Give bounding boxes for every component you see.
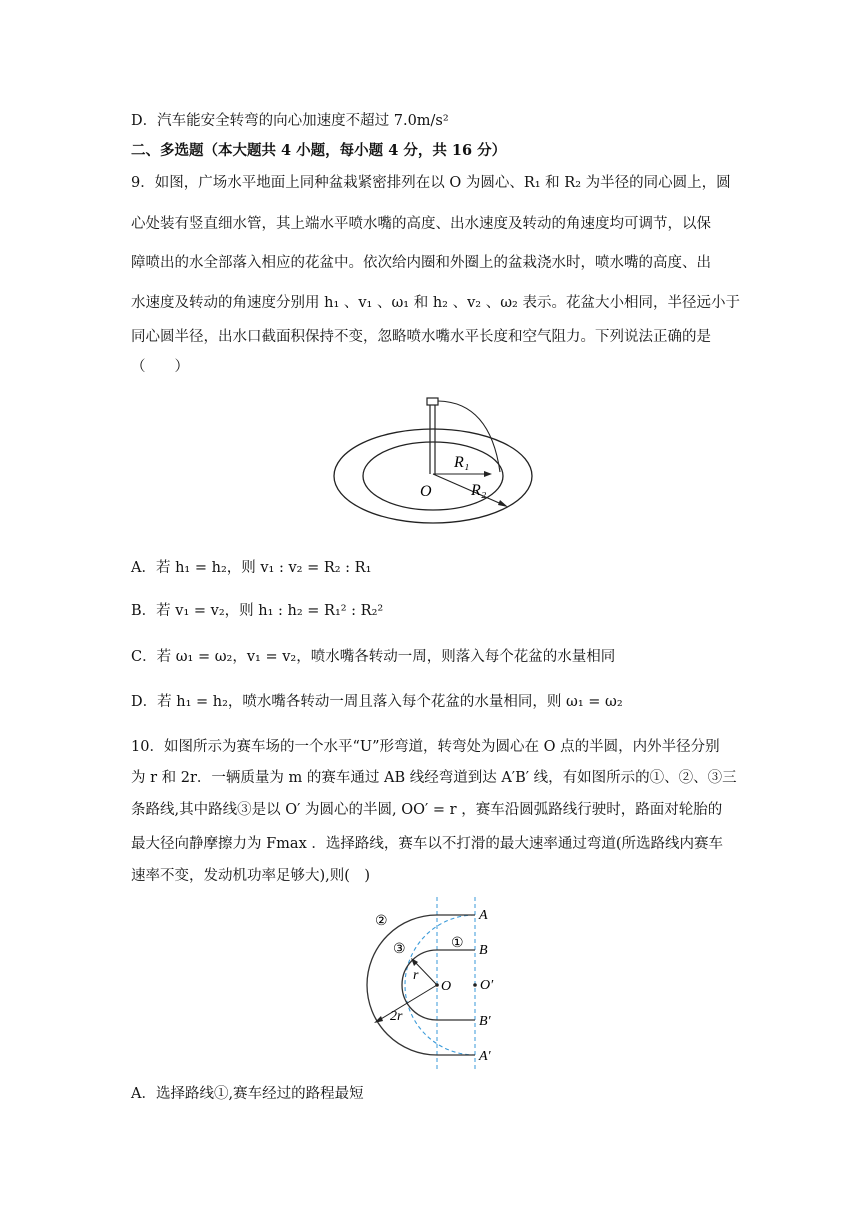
q10-option-a: A．选择路线①,赛车经过的路程最短 xyxy=(131,1086,364,1102)
q10-figure xyxy=(355,895,525,1075)
route-3-arc xyxy=(405,915,475,1055)
radius-r2-arrow xyxy=(498,500,508,507)
label-b-prime: B′ xyxy=(479,1014,491,1029)
label-r2: R₂ xyxy=(471,482,487,499)
label-o: O xyxy=(441,979,452,994)
q10-line-2: 为 r 和 2r．一辆质量为 m 的赛车通过 AB 线经弯道到达 A′B′ 线，有如图所示的①、②、③三 xyxy=(131,770,737,786)
q10-line-5: 速率不变，发动机功率足够大),则( ) xyxy=(131,868,371,884)
q9-line-6: （ ） xyxy=(131,359,189,375)
q9-option-c: C．若 ω₁ = ω₂，v₁ = v₂，喷水嘴各转动一周，则落入每个花盆的水量相同 xyxy=(131,649,616,665)
point-o-prime xyxy=(473,983,477,987)
q9-line-2: 心处装有竖直细水管，其上端水平喷水嘴的高度、出水速度及转动的角速度均可调节，以保 xyxy=(131,216,711,232)
q9-line-4: 水速度及转动的角速度分别用 h₁ 、v₁ 、ω₁ 和 h₂ 、v₂ 、ω₂ 表示。花盆大小相同，半径远小于 xyxy=(131,295,740,311)
q9-line-3: 障喷出的水全部落入相应的花盆中。依次给内圈和外圈上的盆栽浇水时，喷水嘴的高度、出 xyxy=(131,255,711,271)
q9-figure xyxy=(330,394,540,534)
label-a-prime: A′ xyxy=(479,1049,491,1064)
label-b: B xyxy=(479,943,488,958)
outer-circle xyxy=(334,429,532,523)
q9-option-b: B．若 v₁ = v₂，则 h₁ : h₂ = R₁² : R₂² xyxy=(131,603,384,619)
radius-r1-arrow xyxy=(484,471,492,477)
label-route-3: ③ xyxy=(393,942,406,957)
radius-2r-line xyxy=(376,985,437,1022)
q9-line-5: 同心圆半径，出水口截面积保持不变，忽略喷水嘴水平长度和空气阻力。下列说法正确的是 xyxy=(131,329,711,345)
q9-option-a: A．若 h₁ = h₂，则 v₁ : v₂ = R₂ : R₁ xyxy=(131,560,372,576)
label-o-prime: O′ xyxy=(480,978,494,993)
label-o: O xyxy=(420,483,432,500)
label-route-1: ① xyxy=(451,936,464,951)
radius-r2-line xyxy=(433,474,506,506)
q10-line-4: 最大径向静摩擦力为 Fmax ．选择路线，赛车以不打滑的最大速率通过弯道(所选路线内赛车 xyxy=(131,836,724,852)
label-r1: R₁ xyxy=(454,454,470,471)
nozzle xyxy=(427,398,438,405)
q10-line-3: 条路线,其中路线③是以 O′ 为圆心的半圆, OO′ = r ，赛车沿圆弧路线行驶时，路面对轮胎的 xyxy=(131,802,723,818)
prev-option-d: D．汽车能安全转弯的向心加速度不超过 7.0m/s² xyxy=(131,113,449,129)
point-o xyxy=(435,983,439,987)
section-title: 二、多选题（本大题共 4 小题，每小题 4 分，共 16 分） xyxy=(131,142,507,159)
q10-line-1: 10．如图所示为赛车场的一个水平“U”形弯道，转弯处为圆心在 O 点的半圆，内外半径分别 xyxy=(131,739,720,755)
q9-line-1: 9．如图，广场水平地面上同种盆栽紧密排列在以 O 为圆心、R₁ 和 R₂ 为半径的同心圆上，圆 xyxy=(131,175,731,191)
label-route-2: ② xyxy=(375,914,388,929)
label-2r: 2r xyxy=(390,1009,403,1024)
label-a: A xyxy=(479,908,488,923)
q9-option-d: D．若 h₁ = h₂，喷水嘴各转动一周且落入每个花盆的水量相同，则 ω₁ = ω₂ xyxy=(131,694,623,710)
inner-circle xyxy=(363,442,503,510)
label-r: r xyxy=(413,968,419,983)
